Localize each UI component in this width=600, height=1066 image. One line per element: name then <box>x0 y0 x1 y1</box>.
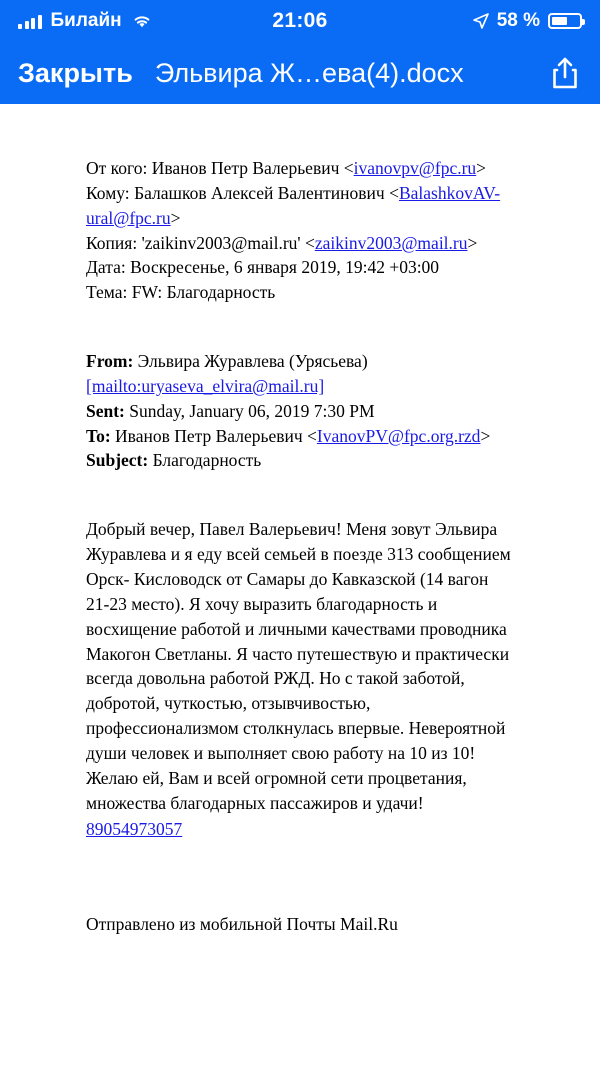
quoted-subject-label: Subject: <box>86 450 149 471</box>
quoted-sent <box>86 399 514 424</box>
quoted-subject <box>86 448 514 473</box>
spacer <box>86 886 514 912</box>
header-to-tail: > <box>170 207 181 228</box>
quoted-to <box>86 424 514 449</box>
navigation-bar <box>0 42 600 104</box>
quoted-to-label: To: <box>86 425 111 446</box>
quoted-from-mailto[interactable] <box>86 374 514 399</box>
header-cc-tail: > <box>467 232 478 253</box>
status-bar-left <box>18 10 208 32</box>
header-from-tail: > <box>476 158 487 178</box>
spacer <box>86 473 514 517</box>
header-date <box>86 255 514 280</box>
header-subject-value: FW: Благодарность <box>131 282 276 303</box>
document-content <box>0 104 600 937</box>
header-from-label: От кого: <box>86 158 148 178</box>
quoted-mailto-link[interactable]: [mailto:uryaseva_elvira@mail.ru] <box>86 375 325 396</box>
status-bar-right <box>392 10 582 32</box>
header-subject <box>86 280 514 305</box>
header-cc-value: 'zaikinv2003@mail.ru' < <box>141 232 315 253</box>
header-from-value: Иванов Петр Валерьевич < <box>151 158 354 178</box>
spacer <box>86 842 514 886</box>
header-to-label: Кому: <box>86 182 130 203</box>
header-from <box>86 156 514 181</box>
status-bar <box>0 0 600 42</box>
clock-label: 21:06 <box>272 9 328 32</box>
quoted-to-link[interactable]: IvanovPV@fpc.org.rzd <box>316 425 481 446</box>
wifi-icon <box>131 13 153 29</box>
quoted-sent-label: Sent: <box>86 400 125 421</box>
spacer <box>86 305 514 349</box>
message-body: Добрый вечер, Павел Валерьевич! Меня зовут Эльвира Журавлева и я еду всей семьей в поезде 313 сообщением Орск- Кисловодск от Самары до Кавказской (14 вагон 21-23 место). Я хочу выразить благодарность и восхищение работой и личными качествами проводника Макогон Светланы. Я часто путешествую и практически всегда довольна работой РЖД. Но с такой заботой, добротой, чуткостью, отзывчивостью, профессионализмом столкнулась впервые. Невероятной души человек и выполняет свою работу на 10 из 10! Желаю ей, Вам и всей огромной сети процветания, множества благодарных пассажиров и удачи! <box>86 519 511 813</box>
quoted-to-tail: > <box>480 425 491 446</box>
header-to-value: Балашков Алексей Валентинович < <box>134 182 399 203</box>
quoted-from-value: Эльвира Журавлева (Урясьева) <box>137 351 368 372</box>
quoted-from-label: From: <box>86 351 134 372</box>
header-cc-label: Копия: <box>86 232 138 253</box>
battery-icon <box>548 13 582 29</box>
quoted-to-value: Иванов Петр Валерьевич < <box>115 425 317 446</box>
battery-percent-label: 58 % <box>496 10 540 31</box>
email-headers <box>86 156 514 305</box>
header-cc <box>86 231 514 256</box>
phone-number-text[interactable]: 89054973057 <box>86 819 183 840</box>
header-to-link[interactable]: BalashkovAV-ural@fpc.ru <box>86 182 501 228</box>
mail-signature: Отправлено из мобильной Почты Mail.Ru <box>86 914 398 935</box>
quoted-headers <box>86 349 514 473</box>
cellular-signal-icon <box>18 13 42 29</box>
quoted-subject-value: Благодарность <box>152 450 262 471</box>
quoted-sent-value: Sunday, January 06, 2019 7:30 PM <box>129 400 375 421</box>
header-subject-label: Тема: <box>86 282 128 303</box>
close-button[interactable]: Закрыть <box>18 57 133 88</box>
quoted-from <box>86 349 514 374</box>
share-icon[interactable] <box>548 54 582 92</box>
header-date-label: Дата: <box>86 257 126 278</box>
location-arrow-icon <box>473 13 489 29</box>
carrier-label: Билайн <box>50 10 122 31</box>
document-title: Эльвира Ж…ева(4).docx <box>154 57 464 88</box>
header-from-link[interactable]: ivanovpv@fpc.ru <box>353 158 477 178</box>
header-cc-link[interactable]: zaikinv2003@mail.ru <box>314 232 468 253</box>
header-to <box>86 181 514 231</box>
phone-number-link[interactable] <box>86 817 514 842</box>
header-date-value: Воскресенье, 6 января 2019, 19:42 +03:00 <box>130 257 440 278</box>
